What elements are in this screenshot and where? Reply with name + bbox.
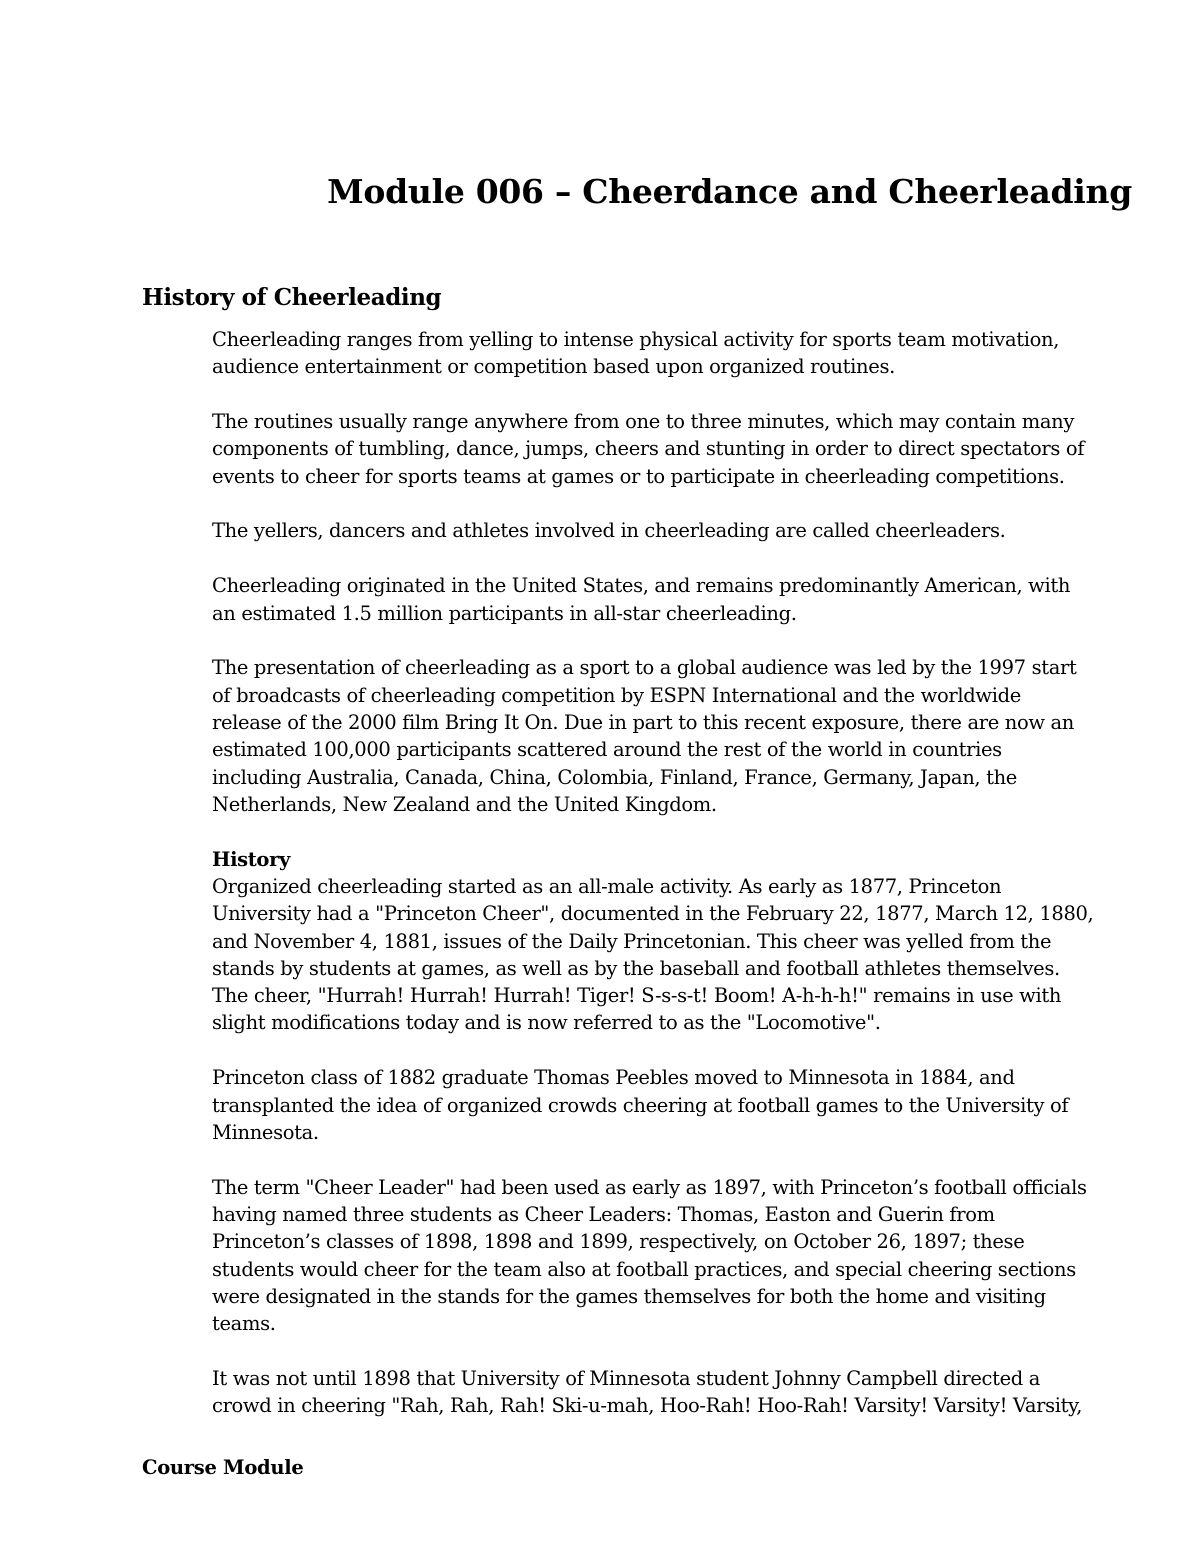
paragraph-global: The presentation of cheerleading as a sport to a global audience was led by the 1997 start of broadcasts of cheerleading competition by ESPN International and the worldwide release of the 2000 film Bring It On. Due in part to this recent exposure, there are now an estimated 100,000 participants scattered around the rest of the world in countries including Australia, Canada, China, Colombia, Finland, France, Germany, Japan, the Netherlands, New Zealand and the United Kingdom.: [212, 656, 1077, 816]
paragraph-history-princeton-cheer: Organized cheerleading started as an all-male activity. As early as 1877, Princeton University had a "Princeton Cheer", documented in the February 22, 1877, March 12, 1880, and November 4, 1881, issues of the Daily Princetonian. This cheer was yelled from the stands by students at games, as well as by the baseball and football athletes themselves. The cheer, "Hurrah! Hurrah! Hurrah! Tiger! S-s-s-t! Boom! A-h-h-h!" remains in use with slight modifications today and is now referred to as the "Locomotive".: [212, 874, 1094, 1035]
paragraph-definition: Cheerleading ranges from yelling to intense physical activity for sports team motivation, audience entertainment or competition based upon organized routines.: [212, 328, 1060, 379]
paragraph-history-peebles: Princeton class of 1882 graduate Thomas Peebles moved to Minnesota in 1884, and transplanted the idea of organized crowds cheering at football games to the University of Minnesota.: [212, 1066, 1069, 1144]
paragraph-cheerleaders: The yellers, dancers and athletes involved in cheerleading are called cheerleaders.: [212, 519, 1006, 543]
page-footer: Course Module: [142, 1456, 304, 1479]
paragraph-routines: The routines usually range anywhere from one to three minutes, which may contain many components of tumbling, dance, jumps, cheers and stunting in order to direct spectators of events to cheer for sports teams at games or to participate in cheerleading competitions.: [212, 410, 1085, 488]
paragraph-origin: Cheerleading originated in the United States, and remains predominantly American, with an estimated 1.5 million participants in all-star cheerleading.: [212, 574, 1071, 625]
section-heading: History of Cheerleading: [142, 284, 442, 311]
history-block: [212, 846, 1152, 1037]
history-subheading: History: [212, 847, 290, 871]
paragraph-history-cheer-leader-term: The term "Cheer Leader" had been used as early as 1897, with Princeton’s football officials having named three students as Cheer Leaders: Thomas, Easton and Guerin from Princeton’s classes of 1898, 1898 and 1899, respectively, on October 26, 1897; these students would cheer for the team also at football practices, and special cheering sections were designated in the stands for the games themselves for both the home and visiting teams.: [212, 1175, 1087, 1336]
document-body: [212, 326, 1152, 1447]
page-title: Module 006 – Cheerdance and Cheerleading: [327, 172, 1132, 211]
paragraph-history-campbell: It was not until 1898 that University of Minnesota student Johnny Campbell directed a crowd in cheering "Rah, Rah, Rah! Ski-u-mah, Hoo-Rah! Hoo-Rah! Varsity! Varsity! Varsity,: [212, 1366, 1083, 1418]
